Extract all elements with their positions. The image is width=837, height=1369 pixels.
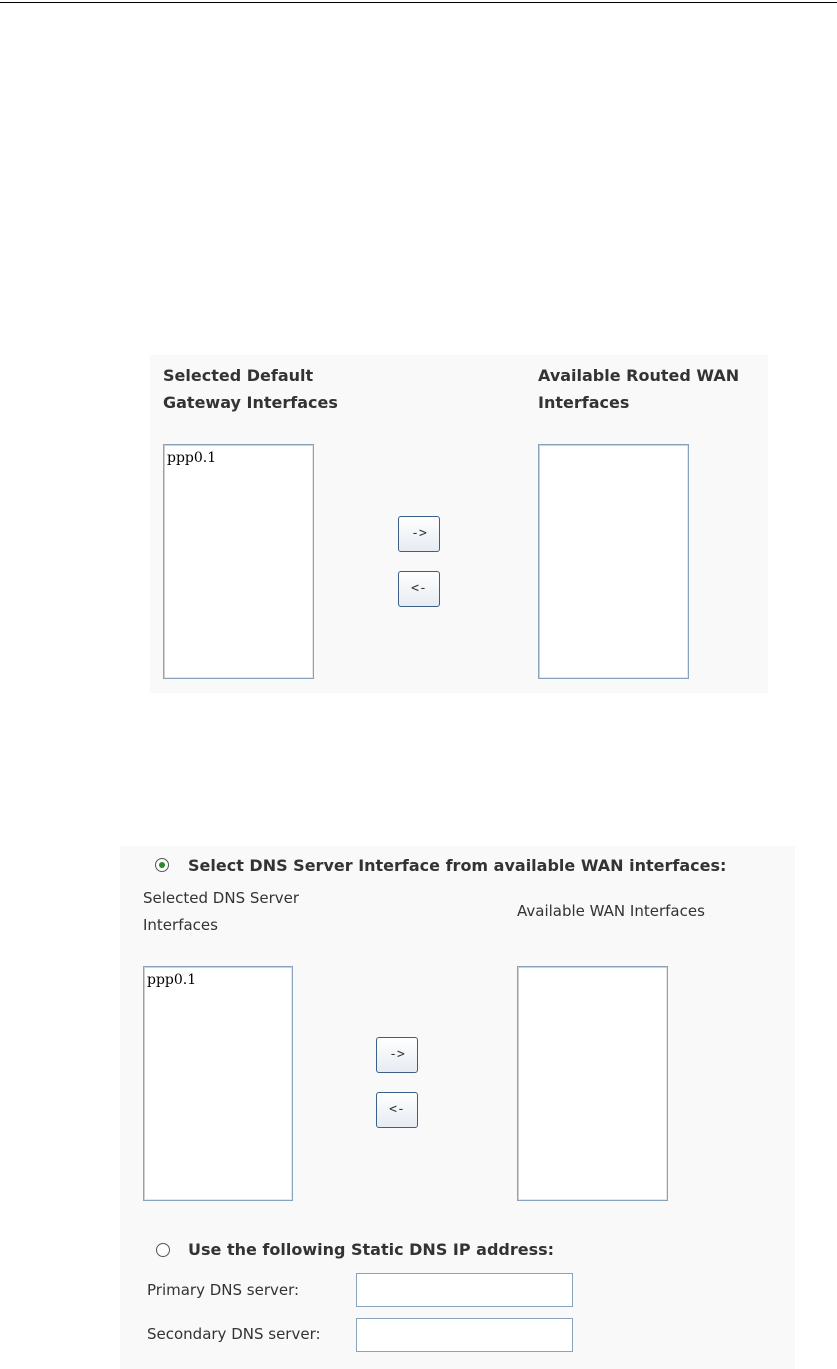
- dns-available-label: Available WAN Interfaces: [517, 902, 705, 920]
- dns-select-interface-label: Select DNS Server Interface from available WAN interfaces:: [188, 856, 727, 875]
- gateway-selected-listbox[interactable]: [163, 444, 314, 679]
- secondary-dns-input[interactable]: [356, 1318, 573, 1352]
- dns-static-radio[interactable]: [156, 1243, 170, 1257]
- dns-move-right-button[interactable]: ->: [376, 1037, 418, 1073]
- secondary-dns-label: Secondary DNS server:: [147, 1325, 321, 1343]
- primary-dns-input[interactable]: [356, 1273, 573, 1307]
- gateway-move-left-button[interactable]: <-: [398, 571, 440, 607]
- primary-dns-label: Primary DNS server:: [147, 1281, 300, 1299]
- dns-selected-listbox[interactable]: [143, 966, 293, 1201]
- gateway-selected-label: Selected Default Gateway Interfaces: [163, 366, 338, 412]
- dns-static-label: Use the following Static DNS IP address:: [188, 1240, 555, 1259]
- dns-select-interface-radio[interactable]: [155, 858, 169, 872]
- gateway-available-label: Available Routed WAN Interfaces: [538, 366, 740, 412]
- dns-selected-label: Selected DNS Server Interfaces: [143, 889, 300, 934]
- top-divider: [0, 2, 837, 3]
- gateway-available-listbox[interactable]: [538, 444, 689, 679]
- dns-move-left-button[interactable]: <-: [376, 1092, 418, 1128]
- list-item[interactable]: ppp0.1: [147, 972, 197, 988]
- list-item[interactable]: ppp0.1: [167, 450, 217, 466]
- gateway-move-right-button[interactable]: ->: [398, 516, 440, 552]
- radio-checked-dot: [159, 862, 165, 868]
- dns-available-listbox[interactable]: [517, 966, 668, 1201]
